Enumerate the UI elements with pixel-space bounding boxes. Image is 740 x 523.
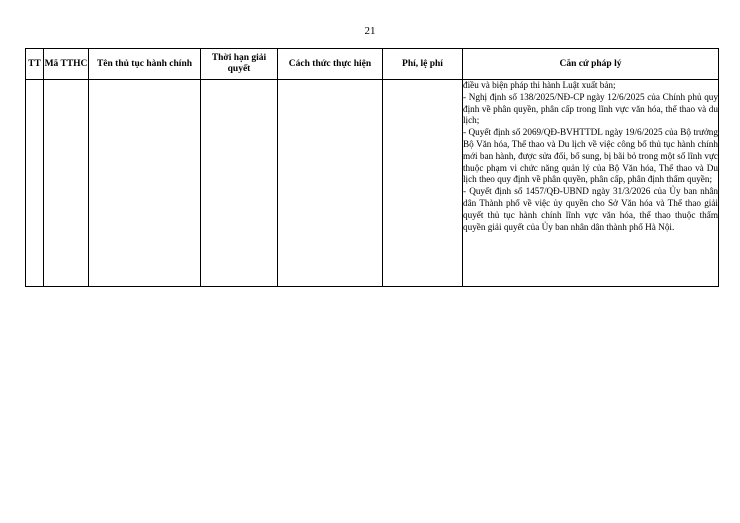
header-phi-le-phi: Phí, lệ phí <box>383 49 463 80</box>
legal-basis-item: - Nghị định số 138/2025/NĐ-CP ngày 12/6/2025 của Chính phủ quy định về phân quyền, phân cấp trong lĩnh vực văn hóa, thể thao và du lịch; <box>463 91 718 126</box>
legal-basis-item: điều và biện pháp thi hành Luật xuất bản; <box>463 80 616 90</box>
cell-legal-basis <box>463 80 719 287</box>
cell-ten-thu-tuc <box>89 80 201 287</box>
cell-phi-le-phi <box>383 80 463 287</box>
cell-thoi-han <box>201 80 278 287</box>
header-can-cu: Căn cứ pháp lý <box>463 49 719 80</box>
cell-cach-thuc <box>278 80 383 287</box>
header-ma-tthc: Mã TTHC <box>44 49 89 80</box>
procedure-table <box>25 48 719 287</box>
legal-basis-item: - Quyết định số 2069/QĐ-BVHTTDL ngày 19/6/2025 của Bộ trưởng Bộ Văn hóa, Thể thao và Du lịch về việc công bố thủ tục hành chính mới ban hành, được sửa đổi, bổ sung, bị bãi bỏ trong một số lĩnh vực thuộc phạm vi chức năng quản lý của Bộ Văn hóa, Thể thao và Du lịch theo quy định về phân quyền, phân cấp, phân định thẩm quyền; <box>463 127 718 185</box>
cell-tt <box>26 80 44 287</box>
table-header-row <box>26 49 719 80</box>
page-number: 21 <box>364 25 376 37</box>
header-cach-thuc: Cách thức thực hiện <box>278 49 383 80</box>
header-tt: TT <box>26 49 44 80</box>
cell-ma-tthc <box>44 80 89 287</box>
header-ten-thu-tuc: Tên thủ tục hành chính <box>89 49 201 80</box>
header-thoi-han: Thời hạn giải quyết <box>201 49 278 80</box>
legal-basis-item: - Quyết định số 1457/QĐ-UBND ngày 31/3/2026 của Ủy ban nhân dân Thành phố về việc ủy quyền cho Sở Văn hóa và Thể thao giải quyết thủ tục hành chính lĩnh vực văn hóa, thể thao thuộc thẩm quyền giải quyết của Ủy ban nhân dân thành phố Hà Nội. <box>463 186 718 232</box>
table-row <box>26 80 719 287</box>
